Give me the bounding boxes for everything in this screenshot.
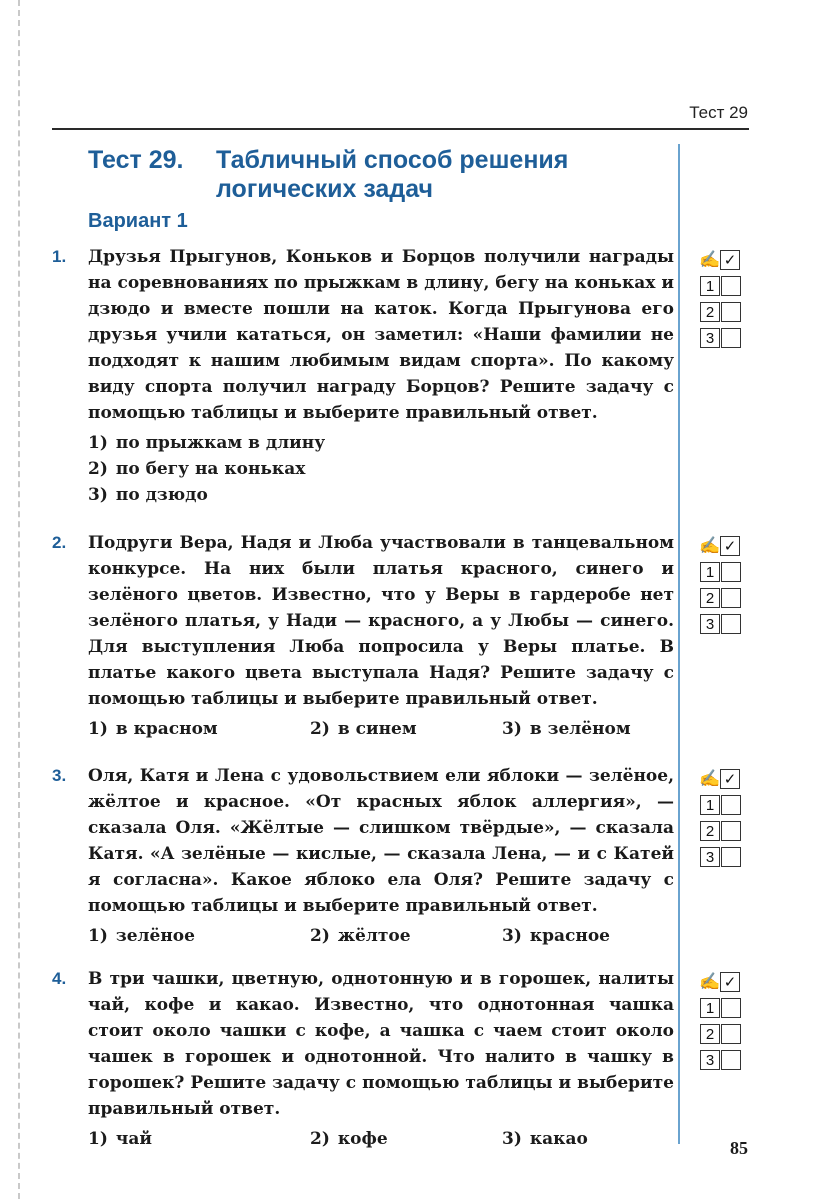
check-icon[interactable]: ✓ xyxy=(720,536,740,556)
task-text: Друзья Прыгунов, Коньков и Борцов получили награды на соревнованиях по прыжкам в длину, бегу на коньках и дзюдо и вместе пошли на каток. Когда Прыгунова его друзья учили кататься, он заметил: «Наши фамилии не подходят к нашим любимым видам спорта». По какому виду спорта получил награду Борцов? Решите задачу с помощью таблицы и выберите правильный ответ. xyxy=(88,247,674,423)
answer-option: 2) жёлтое xyxy=(310,926,411,946)
answer-label: 2 xyxy=(700,588,720,608)
answer-box-task-4 xyxy=(700,970,752,1074)
answer-checkbox[interactable] xyxy=(721,588,741,608)
test-title-line2: логических задач xyxy=(216,175,433,203)
answer-box-task-2 xyxy=(700,534,752,638)
header-rule xyxy=(52,128,749,130)
answer-label: 1 xyxy=(700,562,720,582)
page-number: 85 xyxy=(730,1138,748,1158)
answer-checkbox[interactable] xyxy=(721,1024,741,1044)
answer-label: 3 xyxy=(700,1050,720,1070)
answer-checkbox[interactable] xyxy=(721,614,741,634)
task-text: Оля, Катя и Лена с удовольствием ели яблоки — зелёное, жёлтое и красное. «От красных яблок аллергия», — сказала Оля. «Жёлтые — слишком твёрдые», — сказала Катя. «А зелёные — кислые, — сказала Лена, — и с Катей я согласна». Какое яблоко ела Оля? Решите задачу с помощью таблицы и выберите правильный ответ. xyxy=(88,766,674,916)
answer-option: 3) красное xyxy=(502,926,611,946)
test-title-line1: Табличный способ решения xyxy=(216,146,569,174)
answer-option: 3) по дзюдо xyxy=(88,485,208,505)
task-text: В три чашки, цветную, однотонную и в горошек, налиты чай, кофе и какао. Известно, что однотонная чашка стоит около чашки с кофе, а чашка с чаем стоит около чашек в горошек и однотонной. Что налито в чашку в горошек? Решите задачу с помощью таблицы и выберите правильный ответ. xyxy=(88,969,674,1119)
answer-options xyxy=(88,716,674,742)
task-number: 2. xyxy=(52,533,67,552)
task-4 xyxy=(52,966,674,1152)
pen-icon: ✍ xyxy=(699,972,721,991)
answer-checkbox[interactable] xyxy=(721,998,741,1018)
pen-icon: ✍ xyxy=(699,769,721,788)
answer-option: 1) зелёное xyxy=(88,926,195,946)
pen-icon: ✍ xyxy=(699,536,721,555)
answer-label: 3 xyxy=(700,614,720,634)
answer-label: 2 xyxy=(700,1024,720,1044)
task-1 xyxy=(52,244,674,508)
answer-checkbox[interactable] xyxy=(721,795,741,815)
answer-checkbox[interactable] xyxy=(721,328,741,348)
answer-label: 1 xyxy=(700,998,720,1018)
answer-label: 2 xyxy=(700,302,720,322)
test-title xyxy=(88,146,668,204)
answer-label: 1 xyxy=(700,276,720,296)
answer-checkbox[interactable] xyxy=(721,821,741,841)
pen-icon: ✍ xyxy=(699,250,721,269)
task-number: 3. xyxy=(52,766,67,785)
answer-margin-rule xyxy=(678,144,680,1144)
answer-option: 2) по бегу на коньках xyxy=(88,459,306,479)
answer-option: 1) по прыжкам в длину xyxy=(88,433,326,453)
answer-option: 2) в синем xyxy=(310,719,417,739)
task-text: Подруги Вера, Надя и Люба участвовали в танцевальном конкурсе. На них были платья красного, синего и зелёного цветов. Известно, что у Веры в гардеробе нет зелёного платья, у Нади — красного, а у Любы — синего. Для выступления Люба попросила у Веры платье. В платье какого цвета выступала Надя? Решите задачу с помощью таблицы и выберите правильный ответ. xyxy=(88,533,674,709)
test-number: Тест 29. xyxy=(88,146,184,174)
answer-checkbox[interactable] xyxy=(721,276,741,296)
answer-label: 2 xyxy=(700,821,720,841)
running-header: Тест 29 xyxy=(689,103,748,122)
answer-label: 3 xyxy=(700,328,720,348)
book-spine-fold xyxy=(18,0,20,1199)
task-number: 4. xyxy=(52,969,67,988)
answer-options xyxy=(88,1126,674,1152)
answer-checkbox[interactable] xyxy=(721,847,741,867)
check-icon[interactable]: ✓ xyxy=(720,250,740,270)
answer-option: 1) чай xyxy=(88,1129,152,1149)
answer-label: 1 xyxy=(700,795,720,815)
check-icon[interactable]: ✓ xyxy=(720,769,740,789)
check-icon[interactable]: ✓ xyxy=(720,972,740,992)
task-number: 1. xyxy=(52,247,67,266)
task-2 xyxy=(52,530,674,742)
answer-option: 3) в зелёном xyxy=(502,719,631,739)
answer-option: 2) кофе xyxy=(310,1129,388,1149)
answer-options xyxy=(88,923,674,949)
variant-heading: Вариант 1 xyxy=(88,210,188,232)
answer-options xyxy=(88,430,674,508)
answer-option: 1) в красном xyxy=(88,719,218,739)
answer-checkbox[interactable] xyxy=(721,562,741,582)
answer-checkbox[interactable] xyxy=(721,302,741,322)
answer-option: 3) какао xyxy=(502,1129,588,1149)
answer-box-task-1 xyxy=(700,248,752,352)
answer-box-task-3 xyxy=(700,767,752,871)
answer-label: 3 xyxy=(700,847,720,867)
task-3 xyxy=(52,763,674,949)
answer-checkbox[interactable] xyxy=(721,1050,741,1070)
